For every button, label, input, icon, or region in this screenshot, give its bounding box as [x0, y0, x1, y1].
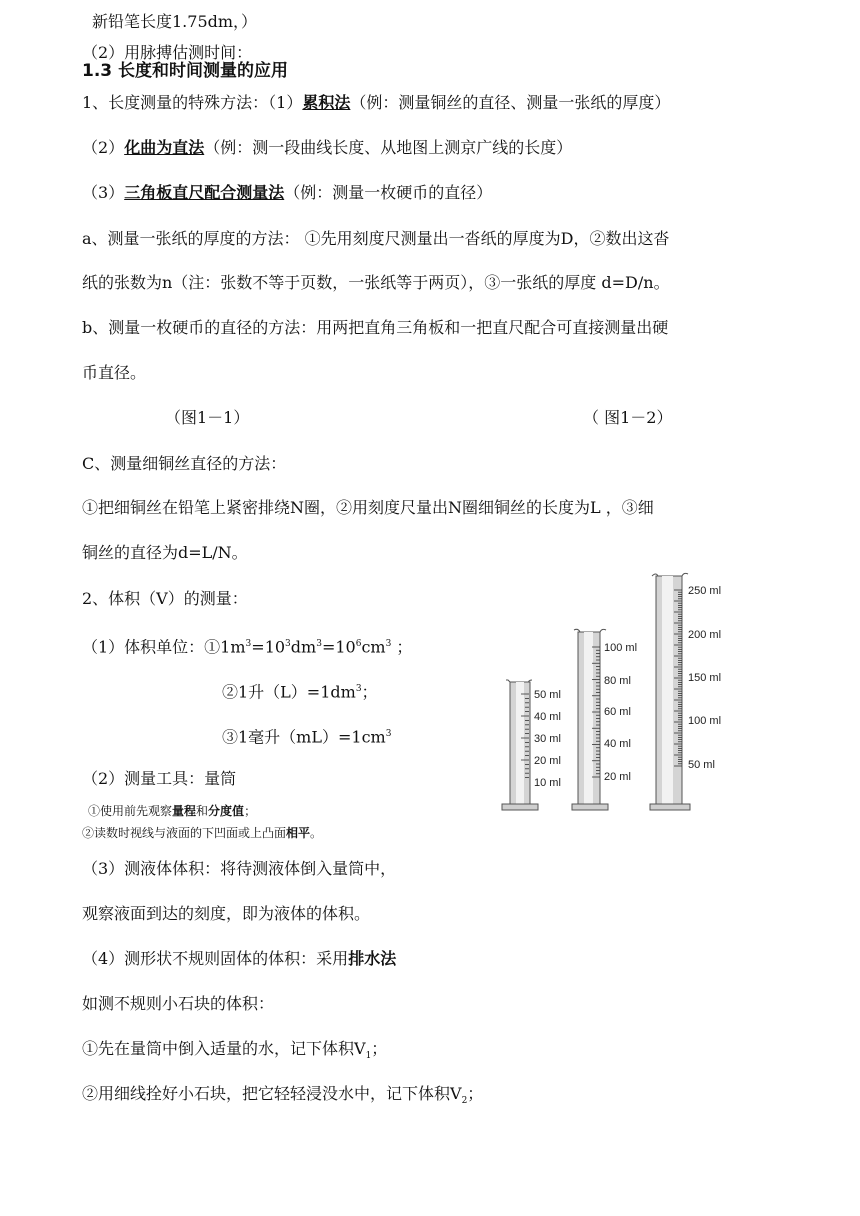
text-line: 币直径。 [82, 363, 147, 382]
sub: 2 [461, 1096, 468, 1107]
sup: 3 [285, 639, 291, 649]
scale-label: 40 ml [534, 711, 561, 723]
keyword: 化曲为直法 [124, 138, 205, 157]
small-cylinder [502, 680, 561, 810]
section-title: 1.3 长度和时间测量的应用 [82, 61, 289, 81]
text: ； [361, 682, 378, 702]
text: 。 [310, 826, 323, 840]
text-line: 纸的张数为n（注：张数不等于页数，一张纸等于两页），③一张纸的厚度 d=D/n。 [82, 273, 670, 292]
step-2 [82, 1083, 483, 1112]
text-line: C、测量细铜丝直径的方法： [82, 454, 287, 473]
text-line: （3）测液体体积：将待测液体倒入量筒中， [82, 859, 397, 878]
scale-label: 30 ml [534, 733, 561, 745]
sup: 3 [316, 639, 322, 649]
text-line: b、测量一枚硬币的直径的方法：用两把直角三角板和一把直尺配合可直接测量出硬 [82, 318, 669, 337]
unit-line-1 [82, 633, 412, 658]
text: ①使用前先观察 [88, 804, 173, 818]
text-line: 铜丝的直径为d=L/N。 [82, 543, 248, 562]
method-line-3 [82, 182, 492, 204]
text-line: （2）测量工具：量筒 [82, 769, 237, 788]
text: （例：测量铜丝的直径、测量一张纸的厚度） [350, 93, 671, 112]
text-line: ①把细铜丝在铅笔上紧密排绕N圈，②用刻度尺量出N圈细铜丝的长度为L ，③细 [82, 498, 654, 517]
scale-label: 10 ml [534, 777, 561, 789]
text: ①先在量筒中倒入适量的水，记下体积V [82, 1039, 366, 1058]
text-line: 2、体积（V）的测量： [82, 589, 248, 608]
sup: 3 [355, 684, 362, 694]
text: （3） [82, 183, 125, 202]
text: （例：测一段曲线长度、从地图上测京广线的长度） [204, 138, 573, 157]
text: ； [391, 637, 413, 657]
text: dm [290, 637, 317, 657]
scale-label: 60 ml [604, 706, 631, 718]
text: （1）体积单位：①1m [82, 637, 246, 657]
scale-label: 250 ml [688, 585, 722, 597]
scale-label: 150 ml [688, 672, 722, 684]
sup: 3 [385, 639, 392, 649]
text-line: 新铅笔长度1.75dm，） [92, 12, 258, 31]
text: ②1升（L）=1dm [222, 682, 356, 702]
keyword: 三角板直尺配合测量法 [124, 183, 285, 202]
text: 和 [196, 804, 209, 818]
text: ； [467, 1084, 484, 1103]
keyword: 分度值 [208, 804, 245, 818]
scale-label: 100 ml [688, 715, 722, 727]
step-1 [82, 1038, 387, 1067]
text-line: 观察液面到达的刻度，即为液体的体积。 [82, 904, 371, 923]
text: ； [371, 1039, 388, 1058]
text: 1、长度测量的特殊方法：（1） [82, 93, 303, 112]
sup: 3 [245, 639, 252, 649]
text-line: （2）用脉搏估测时间： [82, 43, 253, 62]
note-2 [82, 825, 322, 841]
figure-caption: （图1－1） [165, 408, 250, 427]
method-line-1 [82, 92, 670, 114]
note-1 [88, 803, 256, 819]
figure-caption: （ 图1－2） [583, 408, 673, 427]
sub: 1 [365, 1051, 372, 1062]
scale-label: 80 ml [604, 675, 631, 687]
keyword: 累积法 [302, 93, 351, 112]
method-line-2 [82, 137, 572, 159]
text-line: 如测不规则小石块的体积： [82, 994, 275, 1013]
text: （2） [82, 138, 125, 157]
text: =10 [251, 637, 286, 657]
unit-line-3 [222, 723, 391, 748]
text: ②读数时视线与液面的下凹面或上凸面 [82, 826, 287, 840]
keyword: 排水法 [348, 949, 397, 968]
text: ②用细线拴好小石块，把它轻轻浸没水中，记下体积V [82, 1084, 462, 1103]
text: （例：测量一枚硬币的直径） [284, 183, 493, 202]
scale-label: 40 ml [604, 738, 631, 750]
scale-label: 200 ml [688, 629, 722, 641]
text: ； [244, 804, 257, 818]
text-line: a、测量一张纸的厚度的方法： ①先用刻度尺测量出一沓纸的厚度为D，②数出这沓 [82, 229, 670, 248]
scale-label: 100 ml [604, 642, 638, 654]
graduated-cylinders-illustration [500, 572, 740, 822]
scale-label: 50 ml [534, 689, 561, 701]
text: cm [361, 637, 386, 657]
keyword: 量程 [172, 804, 197, 818]
unit-line-2 [222, 678, 378, 703]
irregular-line [82, 948, 396, 970]
text: =10 [321, 637, 356, 657]
sup: 3 [385, 729, 392, 739]
scale-label: 20 ml [604, 771, 631, 783]
scale-label: 20 ml [534, 755, 561, 767]
scale-label: 50 ml [688, 759, 715, 771]
medium-cylinder [572, 629, 637, 810]
large-cylinder [650, 573, 721, 810]
text: （4）测形状不规则固体的体积：采用 [82, 949, 349, 968]
keyword: 相平 [286, 826, 311, 840]
sup: 6 [355, 639, 362, 649]
text: ③1毫升（mL）=1cm [222, 727, 386, 747]
